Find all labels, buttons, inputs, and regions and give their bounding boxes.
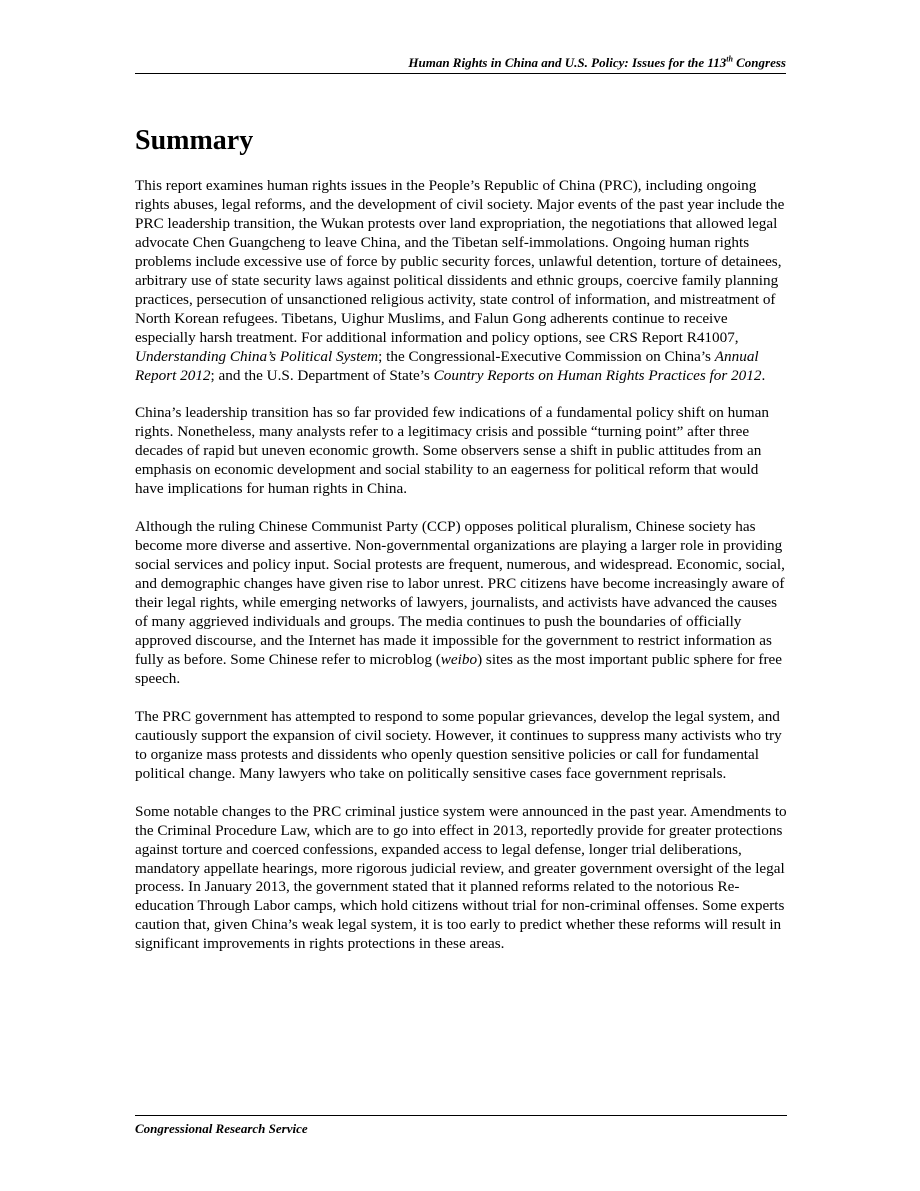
page-title: Summary (135, 125, 254, 156)
paragraph-2: China’s leadership transition has so far provided few indications of a fundamental policy shift on human rights. Nonetheless, many analysts refer to a legitimacy crisis and possible “turning point” after three decades of rapid but uneven economic growth. Some observers sense a shift in public attitudes from an emphasis on economic development and social stability to an eagerness for political reform that would have implications for human rights in China. (135, 404, 769, 498)
summary-body (135, 177, 787, 973)
paragraph-5: Some notable changes to the PRC criminal justice system were announced in the past year. Amendments to the Criminal Procedure Law, which are to go into effect in 2013, reportedly provide for greater protections against torture and coerced confessions, expanded access to legal defense, longer trial deliberations, mandatory appellate hearings, more rigorous judicial review, and greater government oversight of the legal process. In January 2013, the government stated that it planned reforms related to the notorious Re-education Through Labor camps, which hold citizens without trial for non-criminal offenses. Some experts caution that, given China’s weak legal system, it is too early to predict whether these reforms will result in significant improvements in rights protections in these areas. (135, 802, 787, 953)
paragraph-3: Although the ruling Chinese Communist Party (CCP) opposes political pluralism, Chinese society has become more diverse and assertive. Non-governmental organizations are playing a larger role in providing social services and policy input. Social protests are frequent, numerous, and widespread. Economic, social, and demographic changes have given rise to labor unrest. PRC citizens have become increasingly aware of their legal rights, while emerging networks of lawyers, journalists, and activists have advanced the causes of many aggrieved individuals and groups. The media continues to push the boundaries of officially approved discourse, and the Internet has made it impossible for the government to restrict information as fully as before. Some Chinese refer to microblog (weibo) sites as the most important public sphere for free speech. (135, 518, 785, 687)
paragraph-4: The PRC government has attempted to respond to some popular grievances, develop the legal system, and cautiously support the expansion of civil society. However, it continues to suppress many activists who try to organize mass protests and dissidents who openly question sensitive policies or call for fundamental political change. Many lawyers who take on politically sensitive cases face government reprisals. (135, 707, 782, 782)
running-footer: Congressional Research Service (135, 1115, 787, 1137)
paragraph-1: This report examines human rights issues in the People’s Republic of China (PRC), including ongoing rights abuses, legal reforms, and the development of civil society. Major events of the past year include the PRC leadership transition, the Wukan protests over land expropriation, the negotiations that allowed legal advocate Chen Guangcheng to leave China, and the Tibetan self-immolations. Ongoing human rights problems include excessive use of force by public security forces, unlawful detention, torture of detainees, arbitrary use of state security laws against political dissidents and ethnic groups, coercive family planning practices, persecution of unsanctioned religious activity, state control of information, and mistreatment of North Korean refugees. Tibetans, Uighur Muslims, and Falun Gong adherents continue to receive especially harsh treatment. For additional information and policy options, see CRS Report R41007, Understanding China’s Political System; the Congressional-Executive Commission on China’s Annual Report 2012; and the U.S. Department of State’s Country Reports on Human Rights Practices for 2012. (135, 177, 785, 384)
header-title: Human Rights in China and U.S. Policy: Issues for the 113th Congress (408, 54, 786, 70)
running-header (135, 55, 786, 74)
